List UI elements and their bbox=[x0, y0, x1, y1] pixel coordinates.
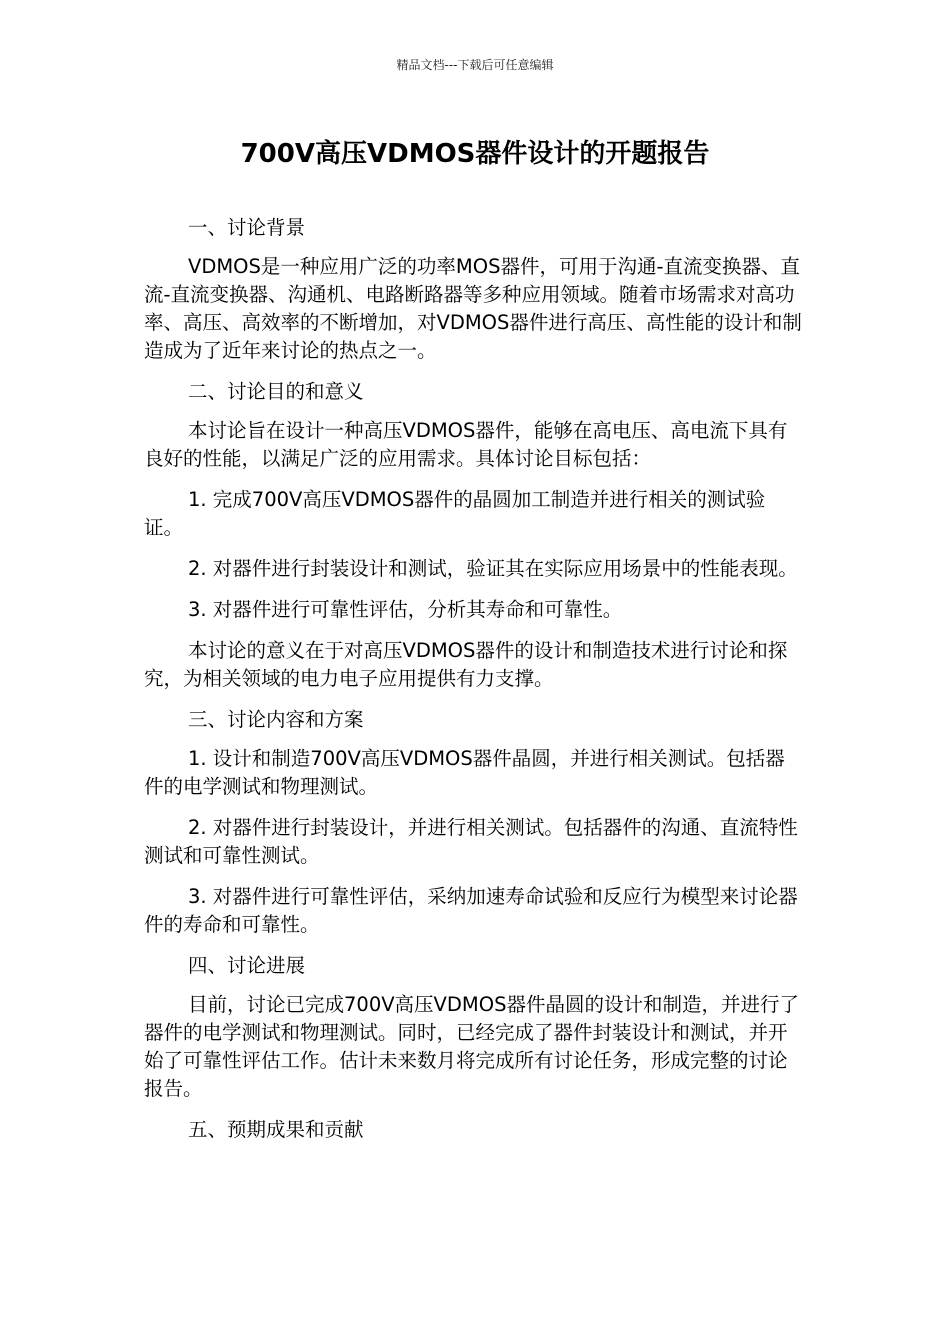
list-item: 2. 对器件进行封装设计，并进行相关测试。包括器件的沟通、直流特性测试和可靠性测试。 bbox=[144, 816, 798, 867]
paragraph: 本讨论的意义在于对高压VDMOS器件的设计和制造技术进行讨论和探究，为相关领域的电力电子应用提供有力支撑。 bbox=[144, 639, 788, 690]
list-item: 1. 设计和制造700V高压VDMOS器件晶圆，并进行相关测试。包括器件的电学测试和物理测试。 bbox=[144, 747, 785, 798]
list-item: 3. 对器件进行可靠性评估，采纳加速寿命试验和反应行为模型来讨论器件的寿命和可靠性。 bbox=[144, 885, 798, 936]
list-item: 3. 对器件进行可靠性评估，分析其寿命和可靠性。 bbox=[188, 598, 623, 621]
section-heading-purpose: 二、讨论目的和意义 bbox=[188, 380, 364, 403]
paragraph: 目前，讨论已完成700V高压VDMOS器件晶圆的设计和制造，并进行了器件的电学测试和物理测试。同时，已经完成了器件封装设计和测试，并开始了可靠性评估工作。估计未来数月将完成所有讨论任务，形成完整的讨论报告。 bbox=[144, 993, 799, 1100]
section-heading-progress: 四、讨论进展 bbox=[188, 954, 306, 977]
document-title: 700V高压VDMOS器件设计的开题报告 bbox=[240, 139, 710, 169]
document-body bbox=[144, 214, 804, 1155]
paragraph: VDMOS是一种应用广泛的功率MOS器件，可用于沟通-直流变换器、直流-直流变换器、沟通机、电路断路器等多种应用领域。随着市场需求对高功率、高压、高效率的不断增加，对VDMOS器件进行高压、高性能的设计和制造成为了近年来讨论的热点之一。 bbox=[144, 255, 802, 362]
paragraph: 本讨论旨在设计一种高压VDMOS器件，能够在高电压、高电流下具有良好的性能，以满足广泛的应用需求。具体讨论目标包括： bbox=[144, 419, 788, 470]
list-item: 2. 对器件进行封装设计和测试，验证其在实际应用场景中的性能表现。 bbox=[188, 557, 798, 580]
page-header: 精品文档---下载后可任意编辑 bbox=[396, 58, 554, 72]
section-heading-outcomes: 五、预期成果和贡献 bbox=[188, 1118, 364, 1141]
section-heading-background: 一、讨论背景 bbox=[188, 216, 306, 239]
section-heading-content: 三、讨论内容和方案 bbox=[188, 708, 364, 731]
list-item: 1. 完成700V高压VDMOS器件的晶圆加工制造并进行相关的测试验证。 bbox=[144, 488, 766, 539]
